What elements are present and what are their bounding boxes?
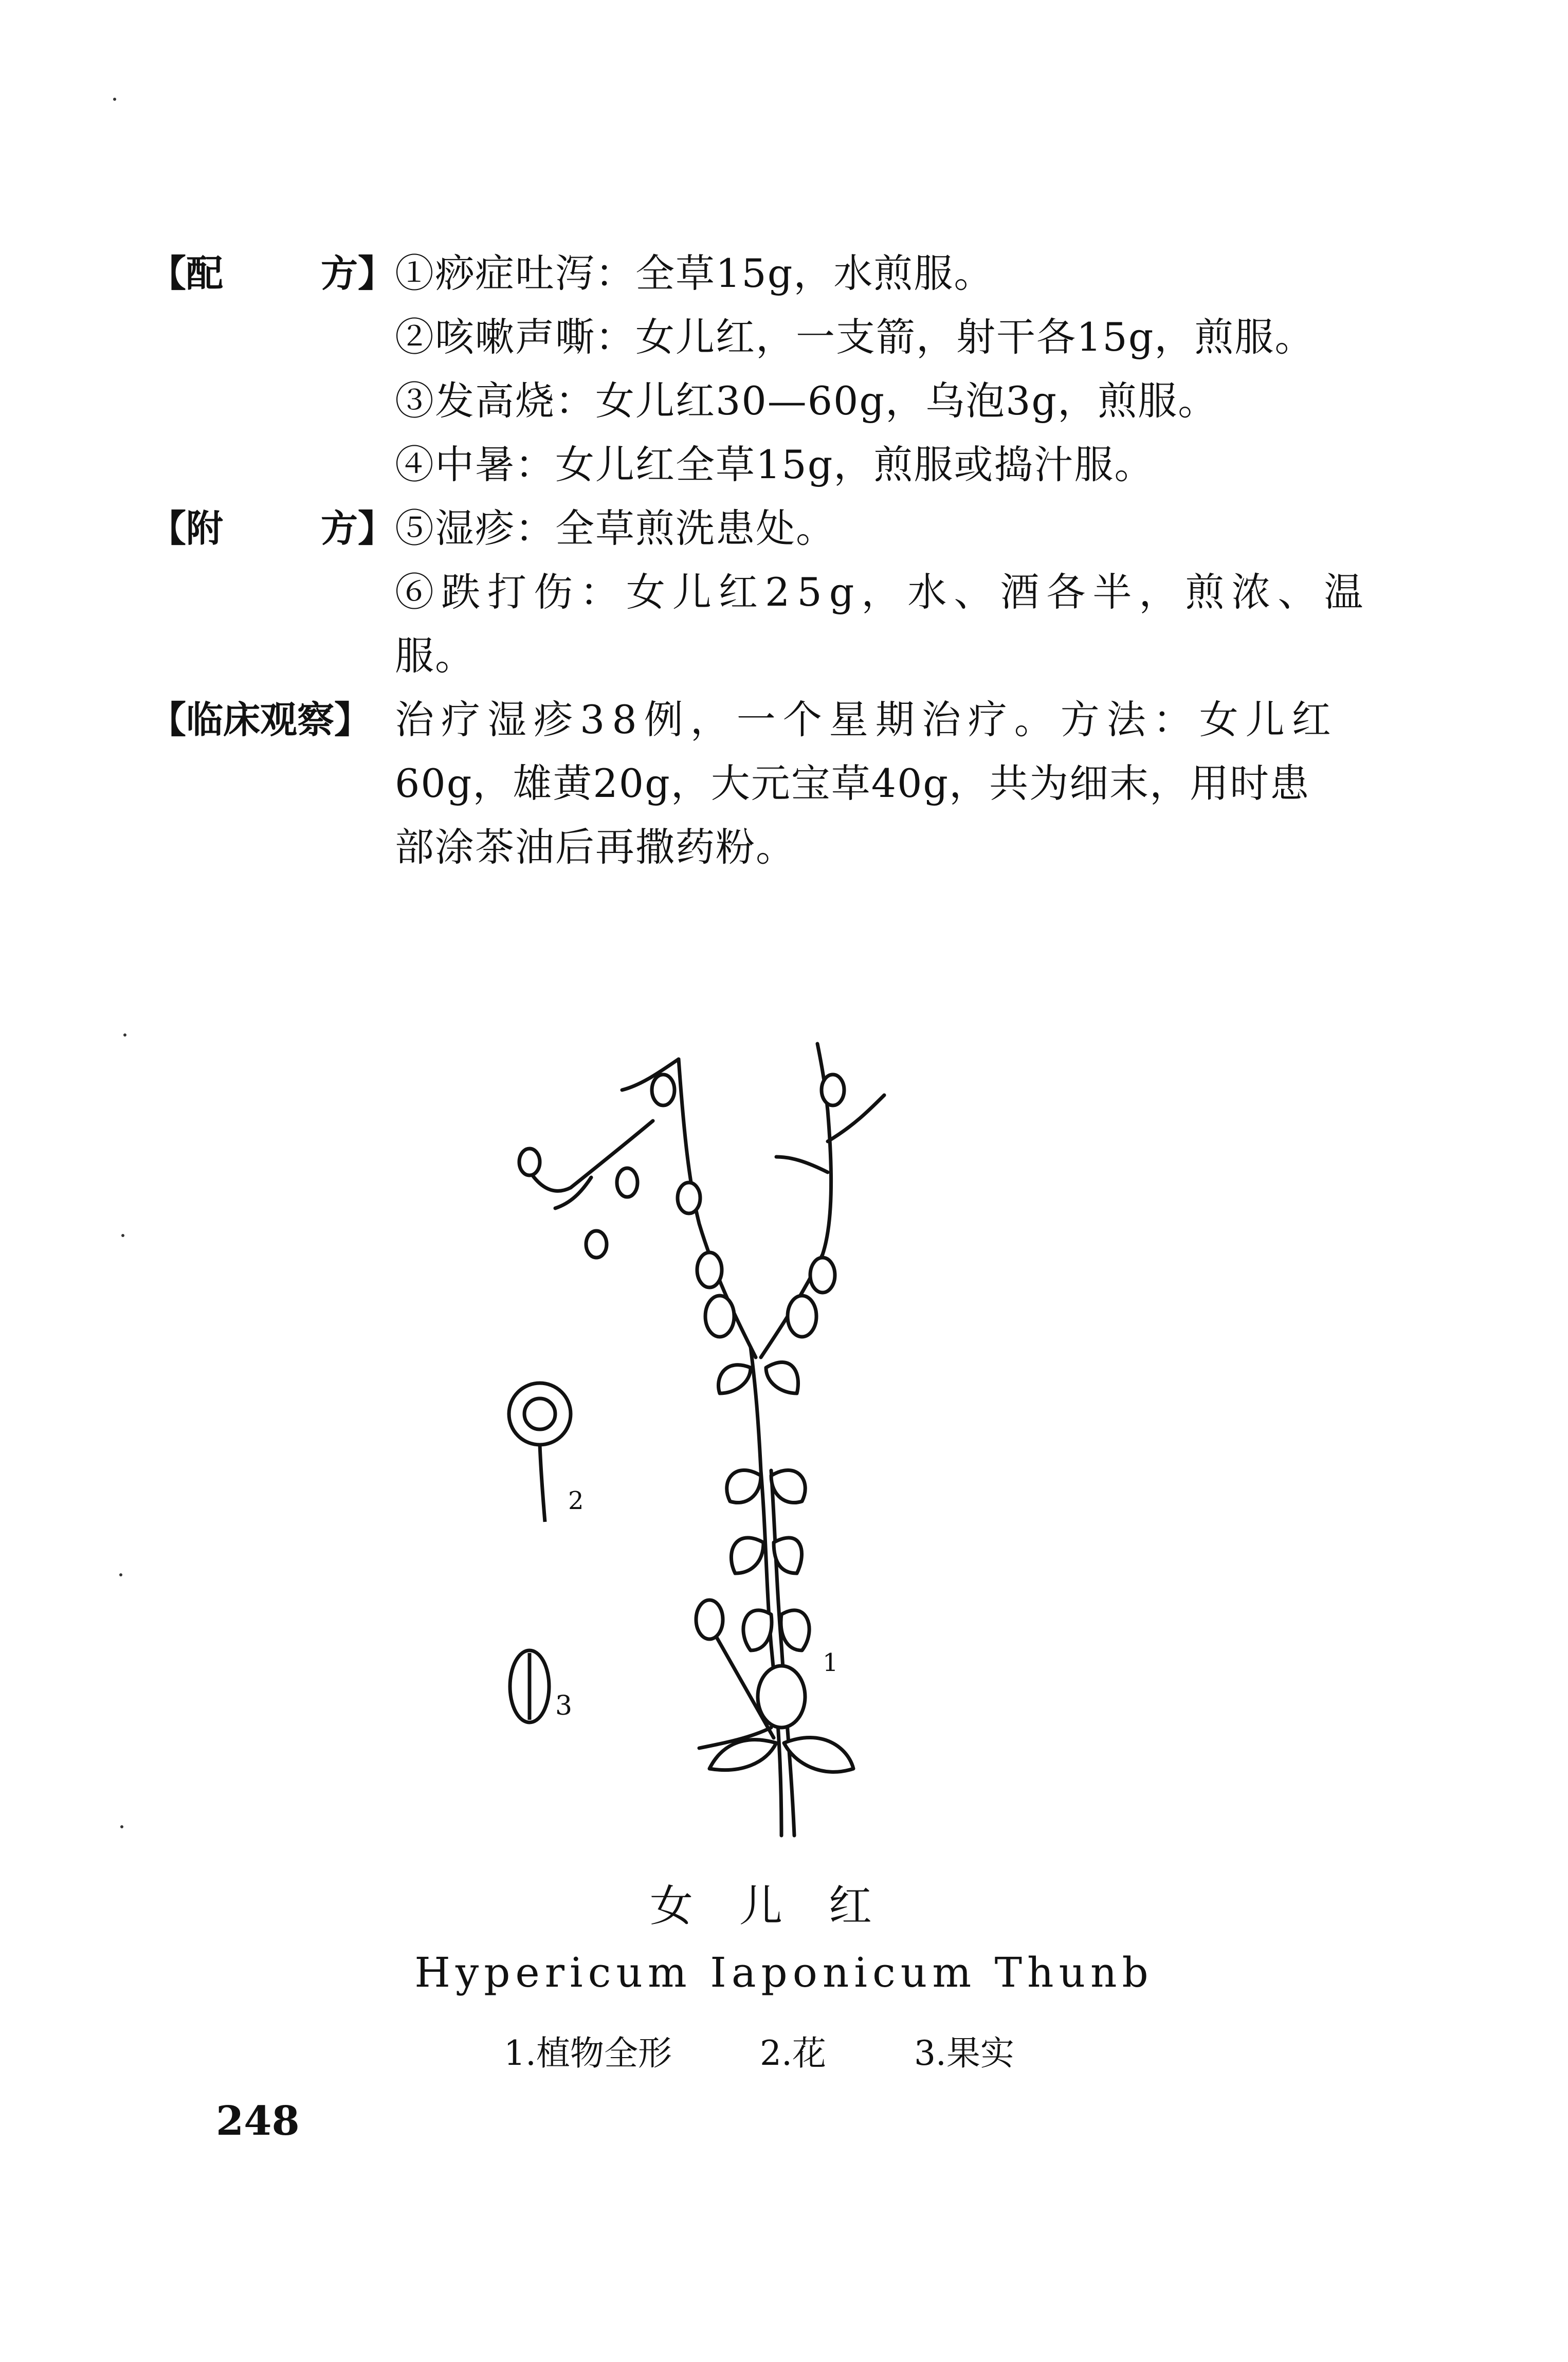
plant-illustration: [494, 1028, 1131, 1861]
flower-bud: [788, 1296, 816, 1337]
right-twig-2: [776, 1157, 828, 1172]
scan-speck: [121, 1234, 124, 1237]
leaf: [731, 1538, 763, 1573]
clinical-line-1: 治疗湿疹38例，一个星期治疗。方法：女儿红: [395, 697, 1338, 742]
plant-drawing-svg: [494, 1028, 1131, 1861]
figure-label-1: 1: [823, 1648, 838, 1677]
clinical-line-3: 部涂茶油后再撒药粉。: [395, 824, 796, 870]
flower-bud: [696, 1600, 723, 1639]
formula-line-1: ①痧症吐泻：全草15g，水煎服。: [395, 250, 994, 296]
flower-bud: [519, 1149, 540, 1175]
section-label-supplementary: 【附 方】: [149, 507, 395, 550]
leaf: [719, 1365, 751, 1393]
scan-speck: [119, 1573, 122, 1576]
clinical-line-2: 60g，雄黄20g，大元宝草40g，共为细末，用时患: [395, 760, 1310, 806]
formula-line-2: ②咳嗽声嘶：女儿红，一支箭，射干各15g，煎服。: [395, 314, 1315, 360]
scan-speck: [120, 1825, 123, 1828]
supplementary-line-3: 服。: [395, 633, 475, 679]
legend-item-2: 2.花: [759, 2033, 826, 2073]
flower-bud: [810, 1258, 835, 1293]
formula-line-3: ③发高烧：女儿红30—60g，乌泡3g，煎服。: [395, 378, 1218, 424]
leaf: [766, 1362, 798, 1393]
leaf: [743, 1610, 772, 1650]
flower-bud: [758, 1666, 805, 1728]
clinical-lines: [395, 688, 1382, 879]
caption-chinese-name: 女儿红: [649, 1881, 918, 1931]
figure-label-3: 3: [555, 1691, 573, 1721]
supplementary-line-2: ⑥跌打伤：女儿红25g，水、酒各半，煎浓、温: [395, 569, 1371, 615]
scan-speck: [113, 98, 116, 101]
left-twig-2: [555, 1177, 591, 1208]
leaf: [784, 1738, 853, 1772]
flower-bud: [697, 1252, 722, 1287]
legend-item-3: 3.果实: [914, 2033, 1014, 2073]
section-label-formula: 【配 方】: [149, 252, 395, 295]
supplementary-lines: [395, 497, 1382, 688]
supplementary-line-1: ⑤湿疹：全草煎洗患处。: [395, 505, 836, 551]
formula-lines: [395, 242, 1382, 497]
figure-label-2: 2: [568, 1486, 584, 1515]
page-number: 248: [216, 2098, 300, 2145]
main-stem-edge: [771, 1470, 794, 1836]
scan-speck: [123, 1033, 126, 1037]
flower-bud: [678, 1183, 700, 1213]
leaf: [771, 1470, 805, 1503]
caption-latin-name: Hypericum Iaponicum Thunb: [414, 1949, 1154, 1996]
formula-line-4: ④中暑：女儿红全草15g，煎服或捣汁服。: [395, 442, 1155, 487]
leaf: [727, 1470, 761, 1503]
section-label-clinical: 【临床观察】: [149, 698, 372, 741]
flower-bud: [822, 1075, 844, 1105]
leaf: [781, 1610, 809, 1650]
flower-bud: [652, 1075, 674, 1105]
flower-bud: [705, 1296, 734, 1337]
figure-legend: [504, 2026, 1091, 2075]
legend-item-1: 1.植物全形: [504, 2033, 672, 2073]
flower-bud: [586, 1231, 607, 1258]
flower-bud: [617, 1168, 637, 1197]
